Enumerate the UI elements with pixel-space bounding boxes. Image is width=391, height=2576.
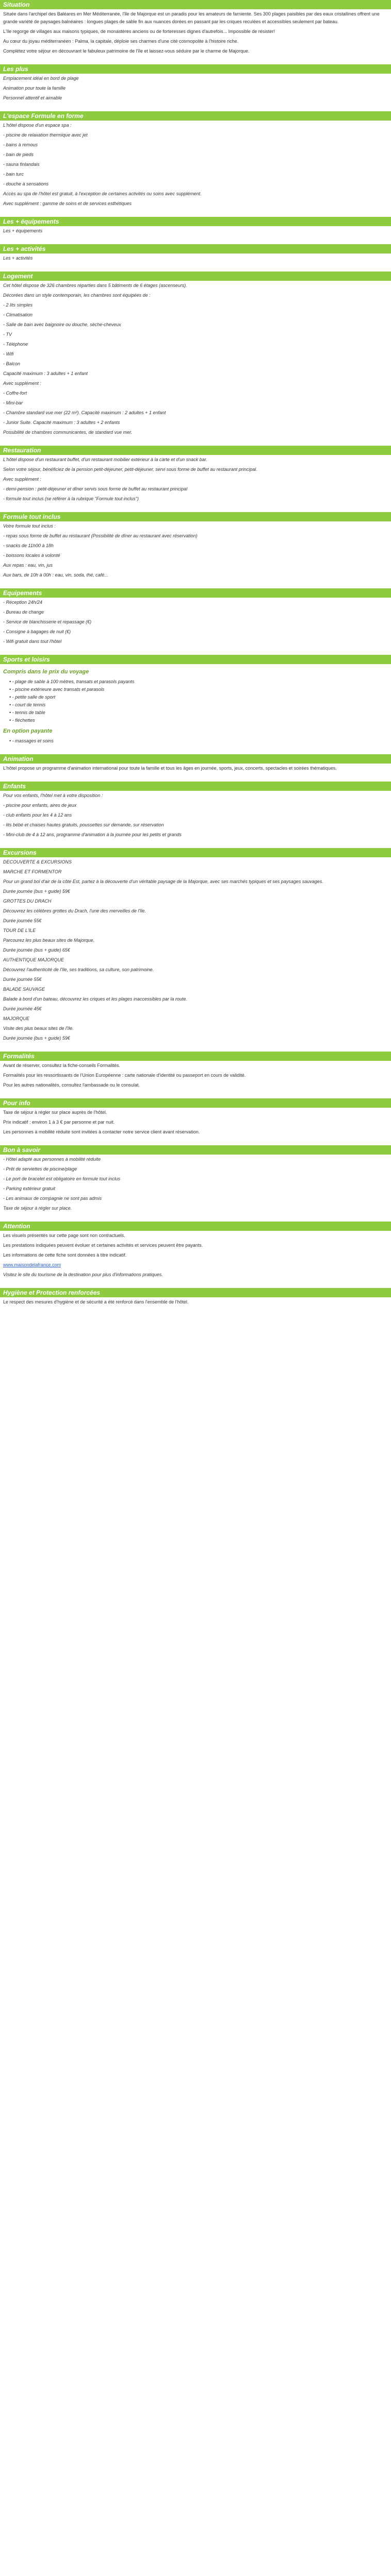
section-paragraph: Visite des plus beaux sites de l'île. xyxy=(3,1026,74,1031)
section-paragraph: - bains à remous xyxy=(3,142,38,147)
section-paragraph: Durée journée (bus + guide) 65€ xyxy=(3,947,70,953)
section-paragraph: - Réception 24h/24 xyxy=(3,600,43,605)
section-paragraph: Décorées dans un style contemporain, les chambres sont équipées de : xyxy=(3,293,151,298)
section-paragraph: Au cœur du joyau méditerranéen : Palma, la capitale, déploie ses charmes d'une cité cosmopolite à l'histoire riche. xyxy=(3,39,239,44)
section-paragraph: Avant de réserver, consultez la fiche-conseils Formalités. xyxy=(3,1063,120,1068)
section-paragraph: - club enfants pour les 4 à 12 ans xyxy=(3,812,72,818)
section-paragraph: L'hôtel dispose d'un espace spa : xyxy=(3,123,72,128)
section-title: L'espace Formule en forme xyxy=(0,111,391,121)
section-paragraph: Avec supplément : xyxy=(3,381,41,386)
section-paragraph: - lits bébé et chaises hautes gratuits, poussettes sur demande, sur réservation xyxy=(3,822,164,827)
list-item: • - fléchettes xyxy=(9,717,388,724)
section-body xyxy=(0,281,391,439)
section-body xyxy=(0,9,391,58)
section-paragraph: Capacité maximum : 3 adultes + 1 enfant xyxy=(3,371,88,376)
section-body xyxy=(0,598,391,649)
section-title: Logement xyxy=(0,272,391,281)
section-paragraph: - Junior Suite. Capacité maximum : 3 adultes + 2 enfants xyxy=(3,420,120,425)
section-paragraph: TOUR DE L'ILE xyxy=(3,928,36,933)
section-paragraph: - Consigne à bagages de nuit (€) xyxy=(3,629,71,634)
section-paragraph: - Les animaux de compagnie ne sont pas admis xyxy=(3,1196,102,1201)
section-paragraph: Votre formule tout inclus : xyxy=(3,523,56,529)
section-paragraph: - piscine pour enfants, aires de jeux xyxy=(3,803,77,808)
section-body xyxy=(0,121,391,211)
section-paragraph: GROTTES DU DRACH xyxy=(3,899,52,904)
section-title: Animation xyxy=(0,754,391,764)
section-title: Les + activités xyxy=(0,244,391,253)
section-line: Les + équipements xyxy=(3,228,43,233)
section-line: Personnel attentif et aimable xyxy=(3,95,62,100)
section-paragraph: Pour un grand bol d'air de la côte Est, partez à la découverte d'un véritable paysage de la Majorque, avec ses marchés typiques et ses paysages sauvages. xyxy=(3,879,323,884)
list-item: • - massages et soins xyxy=(9,737,388,745)
section-line: Animation pour toute la famille xyxy=(3,86,66,91)
section-12 xyxy=(0,848,391,1045)
section-paragraph: L'hôtel dispose d'un restaurant buffet, d'un restaurant mobilier extérieur à la carte et d'un snack bar. xyxy=(3,457,207,462)
section-body xyxy=(0,521,391,582)
section-paragraph: - Coffre-fort xyxy=(3,391,27,396)
list-item: • - piscine extérieure avec transats et parasols xyxy=(9,686,388,693)
section-title: Sports et loisirs xyxy=(0,655,391,664)
section-paragraph: Durée journée (bus + guide) 59€ xyxy=(3,889,70,894)
section-paragraph: - Le port de bracelet est obligatoire en formule tout inclus xyxy=(3,1176,121,1181)
section-paragraph: MARCHE ET FORMENTOR xyxy=(3,869,62,874)
section-paragraph: - Wifi xyxy=(3,351,14,357)
section-line: Emplacement idéal en bord de plage xyxy=(3,76,79,81)
section-17 xyxy=(0,1288,391,1309)
section-paragraph: DECOUVERTE & EXCURSIONS xyxy=(3,859,72,865)
section-paragraph: - Salle de bain avec baignoire ou douche, sèche-cheveux xyxy=(3,322,121,327)
section-line: Les + activités xyxy=(3,256,33,261)
section-paragraph: Balade à bord d'un bateau, découvrez les criques et les plages inaccessibles par la route. xyxy=(3,996,187,1002)
section-paragraph: Les personnes à mobilité réduite sont invitées à contacter notre service client avant réservation. xyxy=(3,1129,200,1134)
section-paragraph: L'hôtel propose un programme d'animation international pour toute la famille et tous les âges en journée, sports, jeux, concerts, spectacles et soirées thématiques. xyxy=(3,766,337,771)
section-paragraph: - 2 lits simples xyxy=(3,302,33,308)
section-paragraph: Découvrez l'authenticité de l'île, ses traditions, sa culture, son patrimoine. xyxy=(3,967,154,972)
section-10 xyxy=(0,754,391,775)
section-11 xyxy=(0,782,391,842)
section-4 xyxy=(0,244,391,265)
list xyxy=(9,737,388,745)
section-3 xyxy=(0,217,391,238)
section-6 xyxy=(0,446,391,506)
section-title: Hygiène et Protection renforcées xyxy=(0,1288,391,1297)
section-title: Formule tout inclus xyxy=(0,512,391,521)
section-paragraph: - Chambre standard vue mer (22 m²). Capacité maximum : 2 adultes + 1 enfant xyxy=(3,410,166,415)
section-body xyxy=(0,764,391,775)
section-paragraph: - Service de blanchisserie et repassage (€) xyxy=(3,619,92,624)
section-paragraph: Aux repas : eau, vin, jus xyxy=(3,563,53,568)
section-title: Excursions xyxy=(0,848,391,857)
section-8 xyxy=(0,588,391,649)
section-paragraph: Visitez le site du tourisme de la destination pour plus d'informations pratiques. xyxy=(3,1272,163,1277)
section-paragraph: - bain turc xyxy=(3,172,24,177)
section-body xyxy=(0,1297,391,1309)
section-body xyxy=(0,74,391,105)
section-title: Enfants xyxy=(0,782,391,791)
section-paragraph: - Hôtel adapté aux personnes à mobilité réduite xyxy=(3,1157,101,1162)
section-9 xyxy=(0,655,391,748)
section-title: Bon à savoir xyxy=(0,1145,391,1155)
section-title: Attention xyxy=(0,1222,391,1231)
section-paragraph: Découvrez les célèbres grottes du Drach, l'une des merveilles de l'île. xyxy=(3,908,146,913)
section-paragraph: - demi-pension : petit-déjeuner et dîner servis sous forme de buffet au restaurant principal xyxy=(3,486,188,492)
subheading: En option payante xyxy=(3,728,53,734)
section-paragraph: - Wifi gratuit dans tout l'hôtel xyxy=(3,639,62,644)
section-paragraph: Le respect des mesures d'hygiène et de sécurité a été renforcé dans l'ensemble de l'hôtel. xyxy=(3,1299,189,1304)
section-paragraph: Durée journée 45€ xyxy=(3,1006,42,1011)
section-title: Equipements xyxy=(0,588,391,598)
section-body xyxy=(0,664,391,748)
section-title: Situation xyxy=(0,0,391,9)
section-paragraph: - Mini-bar xyxy=(3,400,23,405)
section-2 xyxy=(0,111,391,211)
section-body xyxy=(0,1231,391,1282)
section-body xyxy=(0,791,391,842)
section-paragraph: Avec supplément : gamme de soins et de services esthétiques xyxy=(3,201,132,206)
section-paragraph: Taxe de séjour à régler sur place. xyxy=(3,1206,72,1211)
section-paragraph: Parcourez les plus beaux sites de Majorque. xyxy=(3,938,95,943)
section-paragraph: Avec supplément : xyxy=(3,477,41,482)
section-7 xyxy=(0,512,391,582)
section-paragraph: - TV xyxy=(3,332,12,337)
section-body xyxy=(0,1108,391,1139)
section-paragraph: BALADE SAUVAGE xyxy=(3,987,45,992)
section-paragraph: - Prêt de serviettes de piscine/plage xyxy=(3,1166,77,1172)
list-item: • - petite salle de sport xyxy=(9,693,388,701)
section-body xyxy=(0,1061,391,1092)
section-body xyxy=(0,253,391,265)
section-paragraph: Possibilité de chambres communicantes, de standard vue mer. xyxy=(3,430,133,435)
section-paragraph: - piscine de relaxation thermique avec jet xyxy=(3,132,88,138)
section-paragraph: - Parking extérieur gratuit xyxy=(3,1186,56,1191)
section-body xyxy=(0,226,391,238)
section-paragraph: Durée journée 55€ xyxy=(3,918,42,923)
section-paragraph: Pour vos enfants, l'hôtel met à votre disposition : xyxy=(3,793,103,798)
section-paragraph: - repas sous forme de buffet au restaurant (Possibilité de dîner au restaurant avec réservation) xyxy=(3,533,198,538)
section-paragraph: - Téléphone xyxy=(3,342,28,347)
section-body xyxy=(0,1155,391,1215)
section-paragraph: Formalités pour les ressortissants de l'Union Européenne : carte nationale d'identité ou passeport en cours de validité. xyxy=(3,1073,246,1078)
section-paragraph: - Mini-club de 4 à 12 ans, programme d'animation à la journée pour les petits et grands xyxy=(3,832,182,837)
section-body xyxy=(0,455,391,506)
section-paragraph: Située dans l'archipel des Baléares en Mer Méditerranée, l'île de Majorque est un paradis pour les amateurs de farniente. Ses 300 plages paisibles par des eaux cristallines offrent une grande variété de paysages balnéaires : longues plages de sable fin aux nuances dorées en passant par les criques reculées et accessibles seulement par bateau. xyxy=(3,11,380,24)
list-item: • - court de tennis xyxy=(9,701,388,709)
section-paragraph: Prix indicatif : environ 1 à 3 € par personne et par nuit. xyxy=(3,1120,115,1125)
section-paragraph: Cet hôtel dispose de 326 chambres réparties dans 5 bâtiments de 6 étages (ascenseurs). xyxy=(3,283,187,288)
section-title: Les plus xyxy=(0,64,391,74)
section-body xyxy=(0,857,391,1045)
section-title: Formalités xyxy=(0,1052,391,1061)
section-paragraph: - bain de pieds xyxy=(3,152,34,157)
link-paragraph xyxy=(3,1261,388,1269)
subheading: Compris dans le prix du voyage xyxy=(3,669,89,675)
section-1 xyxy=(0,64,391,105)
section-paragraph: - formule tout inclus (se référer à la rubrique "Formule tout inclus") xyxy=(3,496,139,501)
section-14 xyxy=(0,1098,391,1139)
section-paragraph: MAJORQUE xyxy=(3,1016,30,1021)
section-title: Restauration xyxy=(0,446,391,455)
section-title: Les + équipements xyxy=(0,217,391,226)
section-paragraph: Accès au spa de l'hôtel est gratuit, à l'exception de certaines activités ou soins avec supplément. xyxy=(3,191,202,196)
section-paragraph: - Bureau de change xyxy=(3,609,44,615)
section-paragraph: Durée journée 55€ xyxy=(3,977,42,982)
section-13 xyxy=(0,1052,391,1092)
section-paragraph: Selon votre séjour, bénéficiez de la pension petit-déjeuner, petit-déjeuner, servi sous forme de buffet au restaurant principal. xyxy=(3,467,257,472)
list-item: • - tennis de table xyxy=(9,709,388,717)
section-paragraph: L'île regorge de villages aux maisons typiques, de monastères anciens ou de forteresses dignes d'autrefois... Impossible de résister! xyxy=(3,29,275,34)
section-paragraph: - Balcon xyxy=(3,361,21,366)
section-paragraph: Durée journée (bus + guide) 59€ xyxy=(3,1036,70,1041)
section-16 xyxy=(0,1222,391,1282)
list xyxy=(9,678,388,724)
section-15 xyxy=(0,1145,391,1215)
section-paragraph: AUTHENTIQUE MAJORQUE xyxy=(3,957,64,962)
section-paragraph: Aux bars, de 10h à 00h : eau, vin, soda, thé, café... xyxy=(3,572,108,578)
section-paragraph: Les visuels présentés sur cette page sont non contractuels. xyxy=(3,1233,125,1238)
section-paragraph: - Climatisation xyxy=(3,312,33,317)
section-paragraph: Les prestations indiquées peuvent évoluer et certaines activités et services peuvent être payants. xyxy=(3,1243,203,1248)
destination-link[interactable]: www.maisondelafrance.com xyxy=(3,1262,61,1267)
section-5 xyxy=(0,272,391,439)
section-paragraph: Complétez votre séjour en découvrant le fabuleux patrimoine de l'île et laissez-vous séduire par le charme de Majorque. xyxy=(3,48,250,54)
section-paragraph: Pour les autres nationalités, consultez l'ambassade ou le consulat. xyxy=(3,1082,140,1088)
section-paragraph: Taxe de séjour à régler sur place auprès de l'hôtel. xyxy=(3,1110,107,1115)
section-paragraph: - sauna finlandais xyxy=(3,162,40,167)
section-0 xyxy=(0,0,391,58)
section-title: Pour info xyxy=(0,1098,391,1108)
section-paragraph: - douche à sensations xyxy=(3,181,49,187)
list-item: • - plage de sable à 100 mètres, transats et parasols payants xyxy=(9,678,388,686)
section-paragraph: - snacks de 11h00 à 18h xyxy=(3,543,54,548)
section-paragraph: Les informations de cette fiche sont données à titre indicatif. xyxy=(3,1252,127,1258)
section-paragraph: - boissons locales à volonté xyxy=(3,553,60,558)
